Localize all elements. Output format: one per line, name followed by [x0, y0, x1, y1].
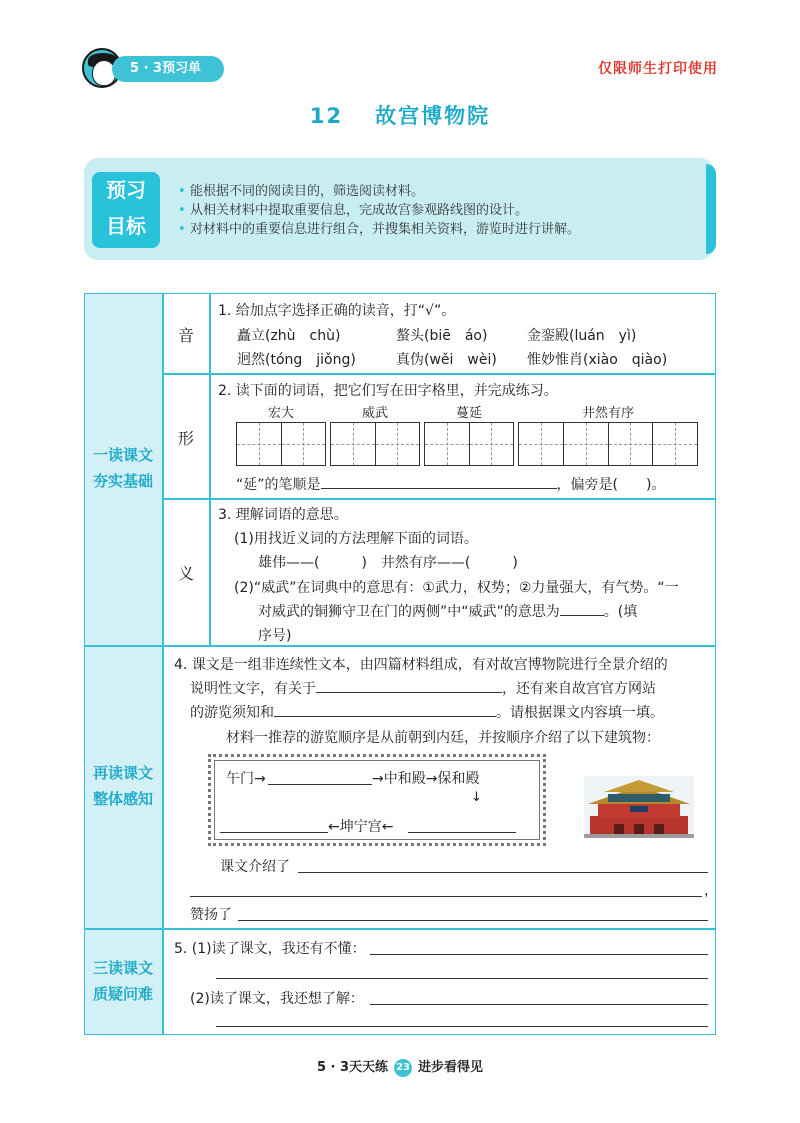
- q3-part1-answers[interactable]: 雄伟——( ) 井然有序——( ): [258, 555, 518, 571]
- q2-tail-b: ，偏旁是( )。: [556, 477, 666, 493]
- section1-label: [85, 442, 161, 494]
- intro-blank2[interactable]: [190, 896, 702, 897]
- q5-blank2[interactable]: [216, 978, 708, 979]
- q4-line3-a: 的游览须知和: [190, 705, 274, 721]
- section3-label: [85, 955, 161, 1007]
- goals-tag-line1: 预习: [106, 178, 146, 202]
- label-shape: 形: [177, 429, 194, 448]
- q3-part2-line1: (2)“威武”在词典中的意思有：①武力，权势；②力量强大，有气势。“一: [234, 580, 679, 596]
- goal-item: • 从相关材料中提取重要信息，完成故宫参观路线图的设计。: [178, 201, 580, 220]
- word-label: 蔓延: [455, 406, 482, 421]
- tianzige-grid[interactable]: [518, 422, 698, 466]
- tianzige-grid[interactable]: [236, 422, 326, 466]
- q1-option[interactable]: 惟妙惟肖(xiào qiào): [527, 352, 668, 368]
- section2-label: [85, 760, 161, 812]
- stroke-order-blank[interactable]: [321, 474, 557, 489]
- q4-line2: [190, 678, 656, 698]
- q1-option[interactable]: 迥然(tóng jiǒng): [237, 352, 356, 368]
- q2-tail: [236, 474, 665, 494]
- praise-blank[interactable]: [238, 920, 708, 921]
- intro-blank[interactable]: [298, 872, 708, 873]
- q4-line3-b: 。请根据课文内容填一填。: [496, 705, 664, 721]
- tianzige-grid[interactable]: [330, 422, 420, 466]
- q2-tail-a: “延”的笔顺是: [236, 477, 321, 493]
- q3-part2-text: 对威武的铜狮守卫在门的两侧”中“威武”的意思为: [258, 604, 560, 620]
- word-label: 宏大: [267, 406, 294, 421]
- label-meaning: 义: [177, 564, 194, 583]
- q5-blank1[interactable]: [370, 954, 708, 955]
- goals-tag-line2: 目标: [106, 214, 146, 238]
- q5-blank4[interactable]: [216, 1026, 708, 1027]
- section1-line2: 夯实基础: [92, 472, 153, 490]
- intro-label: 课文介绍了: [220, 859, 290, 875]
- q1-option[interactable]: 矗立(zhù chù): [237, 328, 341, 344]
- q1-option[interactable]: 金銮殿(luán yì): [527, 328, 637, 344]
- meaning-blank[interactable]: [560, 601, 604, 616]
- q1-prompt: 1. 给加点字选择正确的读音，打“√”。: [218, 303, 456, 319]
- section1-line1: 一读课文: [92, 446, 153, 464]
- q3-part2-line2: [258, 601, 637, 621]
- down-arrow-icon: ↓: [471, 790, 482, 805]
- intro-comma: ，: [704, 883, 718, 899]
- q4-line2-a: 说明性文字，有关于: [190, 681, 316, 697]
- q3-part2-line3: 序号): [258, 628, 292, 644]
- section2-line2: 整体感知: [92, 790, 153, 808]
- section3-line2: 质疑问难: [92, 985, 153, 1003]
- route-end: ←坤宁宫←: [328, 819, 394, 835]
- q4-line4: 材料一推荐的游览顺序是从前朝到内廷，并按顺序介绍了以下建筑物：: [226, 730, 660, 746]
- palace-photo: [584, 776, 694, 838]
- route-mid: →中和殿→保和殿: [372, 771, 480, 787]
- page-number: 23: [394, 1059, 412, 1077]
- route-blank2[interactable]: [220, 832, 328, 833]
- word-label: 威武: [361, 406, 388, 421]
- route-blank1[interactable]: [268, 784, 372, 785]
- q1-option[interactable]: 真伪(wěi wèi): [396, 352, 497, 368]
- route-start: 午门→: [226, 771, 266, 787]
- lesson-number: 12: [309, 104, 344, 128]
- footer: [0, 1056, 800, 1077]
- lesson-name: 故宫博物院: [375, 104, 491, 128]
- q4-line3: [190, 702, 664, 722]
- q3-part2-fill: 。(填: [603, 604, 638, 620]
- q4-blank1[interactable]: [316, 678, 502, 693]
- q3-part1: (1)用找近义词的方法理解下面的词语。: [234, 531, 478, 547]
- q4-blank2[interactable]: [274, 702, 496, 717]
- praise-label: 赞扬了: [190, 907, 232, 923]
- goal-item: • 对材料中的重要信息进行组合，并搜集相关资料，游览时进行讲解。: [178, 220, 580, 239]
- footer-right: 进步看得见: [418, 1060, 484, 1075]
- restriction-note: 仅限师生打印使用: [598, 61, 718, 77]
- goals-tag: [92, 172, 160, 248]
- q4-line2-b: ，还有来自故宫官方网站: [502, 681, 656, 697]
- q5-part1: 5. (1)读了课文，我还有不懂：: [174, 941, 366, 957]
- word-label: 井然有序: [581, 406, 634, 421]
- q1-option[interactable]: 螯头(biē áo): [396, 328, 488, 344]
- route-blank3[interactable]: [408, 832, 516, 833]
- goals-list: [178, 182, 580, 239]
- section3-line1: 三读课文: [92, 959, 153, 977]
- tianzige-grid[interactable]: [424, 422, 514, 466]
- section2-line1: 再读课文: [92, 764, 153, 782]
- footer-left: 5 · 3天天练: [316, 1060, 389, 1075]
- q2-prompt: 2. 读下面的词语，把它们写在田字格里，并完成练习。: [218, 383, 558, 399]
- lesson-title: [0, 100, 800, 130]
- goal-item: • 能根据不同的阅读目的，筛选阅读材料。: [178, 182, 580, 201]
- q5-blank3[interactable]: [370, 1004, 708, 1005]
- q4-line1: 4. 课文是一组非连续性文本，由四篇材料组成，有对故宫博物院进行全景介绍的: [174, 657, 668, 673]
- q5-part2: (2)读了课文，我还想了解：: [190, 991, 364, 1007]
- label-sound: 音: [177, 326, 194, 345]
- brand-pill: 5 · 3预习单: [112, 56, 224, 82]
- q3-prompt: 3. 理解词语的意思。: [218, 507, 348, 523]
